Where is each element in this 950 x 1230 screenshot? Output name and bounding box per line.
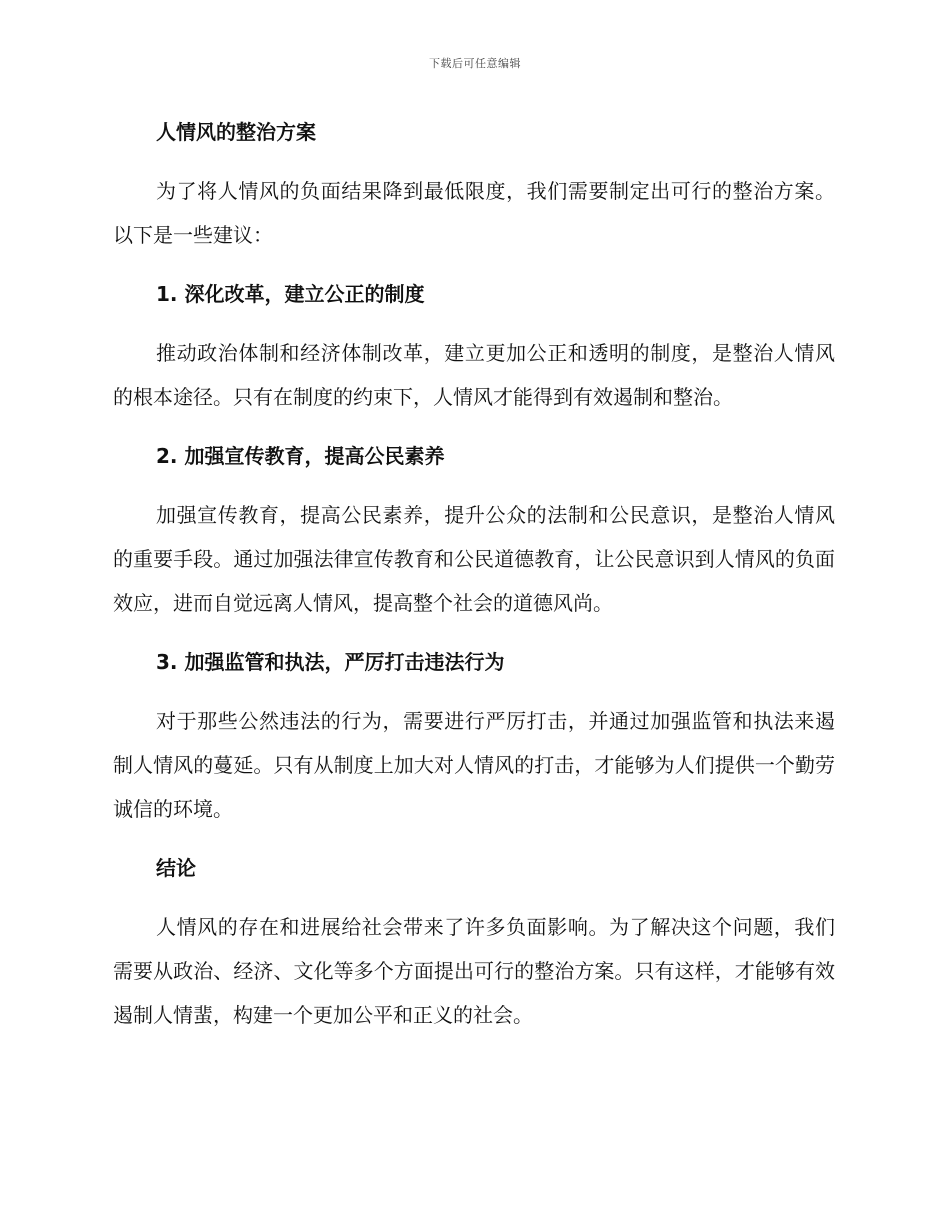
section-3-heading: 3. 加强监管和执法，严厉打击违法行为 [156,650,505,674]
document-title: 人情风的整治方案 [156,120,316,144]
section-2-heading: 2. 加强宣传教育，提高公民素养 [156,444,445,468]
section-1-body: 推动政治体制和经济体制改革，建立更加公正和透明的制度，是整治人情风的根本途径。只有在制度的约束下，人情风才能得到有效遏制和整治。 [113,341,835,409]
conclusion-heading: 结论 [156,856,196,880]
conclusion-body: 人情风的存在和进展给社会带来了许多负面影响。为了解决这个问题，我们需要从政治、经济、文化等多个方面提出可行的整治方案。只有这样，才能够有效遏制人情蜚，构建一个更加公平和正义的社会。 [113,915,835,1027]
section-1-heading: 1. 深化改革，建立公正的制度 [156,282,425,306]
document-body [113,110,835,1037]
section-2-body: 加强宣传教育，提高公民素养，提升公众的法制和公民意识，是整治人情风的重要手段。通过加强法律宣传教育和公民道德教育，让公民意识到人情风的负面效应，进而自觉远离人情风，提高整个社会的道德风尚。 [113,503,835,615]
header-note: 下载后可任意编辑 [429,57,521,70]
section-3-body: 对于那些公然违法的行为，需要进行严厉打击，并通过加强监管和执法来遏制人情风的蔓延。只有从制度上加大对人情风的打击，才能够为人们提供一个勤劳诚信的环境。 [113,709,835,821]
intro-paragraph: 为了将人情风的负面结果降到最低限度，我们需要制定出可行的整治方案。以下是一些建议： [113,179,835,247]
